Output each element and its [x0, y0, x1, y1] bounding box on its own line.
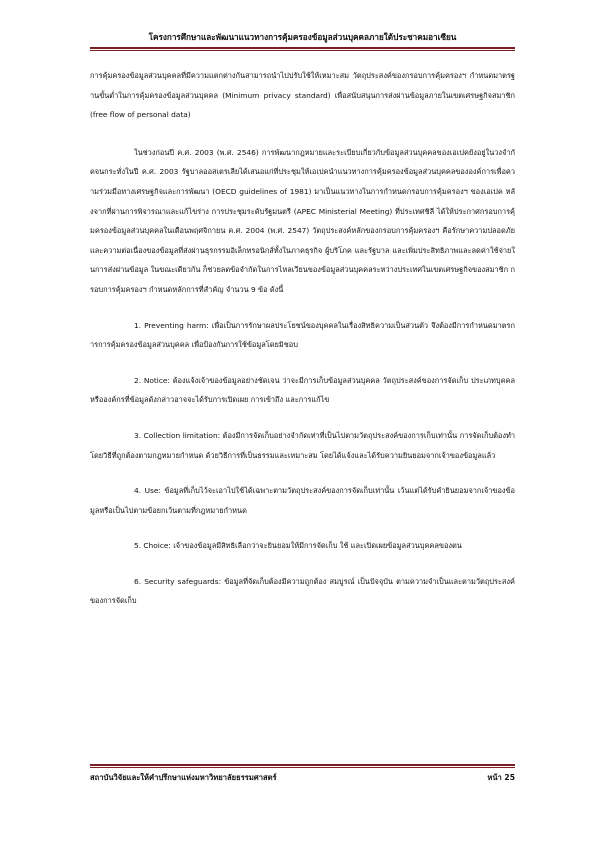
- body-paragraph-history: ในช่วงก่อนปี ค.ศ. 2003 (พ.ศ. 2546) การพัฒนากฎหมายและระเบียบเกี่ยวกับข้อมูลส่วนบุคคลของเอเปคยังอยู่ในวงจำกัดจนกระทั่งในปี ค.ศ. 2003 รัฐบาลออสเตรเลียได้เสนอแก่ที่ประชุมให้เอเปคนำแนวทางการคุ้มครองข้อมูลส่วนบุคคลขององค์การเพื่อความร่วมมือทางเศรษฐกิจและการพัฒนา (OECD guidelines of 1981) มาเป็นแนวทางในการกำหนดกรอบการคุ้มครองฯ ของเอเปค หลังจากที่ผ่านการพิจารณาและแก้ไขร่าง การประชุมระดับรัฐมนตรี (APEC Ministerial Meeting) ที่ประเทศชิลี ได้ให้ประกาศกรอบการคุ้มครองข้อมูลส่วนบุคคลในเดือนพฤศจิกายน ค.ศ. 2004 (พ.ศ. 2547) วัตถุประสงค์หลักของกรอบการคุ้มครองฯ คือรักษาความปลอดภัยและความต่อเนื่องของข้อมูลที่ส่งผ่านธุรกรรมอิเล็กทรอนิกส์ทั้งในภาคธุรกิจ ผู้บริโภค และรัฐบาล และเพิ่มประสิทธิภาพและลดค่าใช้จ่ายในการส่งผ่านข้อมูล ในขณะเดียวกัน ก็ช่วยลดข้อจำกัดในการไหลเวียนของข้อมูลส่วนบุคคลระหว่างประเทศในเขตเศรษฐกิจของสมาชิก กรอบการคุ้มครองฯ กำหนดหลักการที่สำคัญ จำนวน 9 ข้อ ดังนี้: [90, 147, 515, 294]
- principle-use: 4. Use: ข้อมูลที่เก็บไว้จะเอาไปใช้ได้เฉพาะตามวัตถุประสงค์ของการจัดเก็บเท่านั้น เว้นแต่ได้รับคำยินยอมจากเจ้าของข้อมูลหรือเป็นไปตามข้อยกเว้นตามที่กฎหมายกำหนด: [90, 486, 515, 515]
- running-header-title: โครงการศึกษาและพัฒนาแนวทางการคุ้มครองข้อมูลส่วนบุคคลภายใต้ประชาคมอาเซียน: [148, 32, 457, 42]
- footer-institution: สถาบันวิจัยและให้คำปรึกษาแห่งมหาวิทยาลัยธรรมศาสตร์: [90, 773, 277, 782]
- principle-preventing-harm: 1. Preventing harm: เพื่อเป็นการรักษาผลประโยชน์ของบุคคลในเรื่องสิทธิความเป็นส่วนตัว จึงต้องมีการกำหนดมาตรการการคุ้มครองข้อมูลส่วนบุคคล เพื่อป้องกันการใช้ข้อมูลโดยมิชอบ: [90, 320, 515, 350]
- footer-rule-thick: [90, 764, 515, 766]
- principle-security-safeguards: 6. Security safeguards: ข้อมูลที่จัดเก็บต้องมีความถูกต้อง สมบูรณ์ เป็นปัจจุบัน ตามความจำเป็นและตามวัตถุประสงค์ของการจัดเก็บ: [90, 576, 515, 606]
- body-paragraph-intro: การคุ้มครองข้อมูลส่วนบุคคลที่มีความแตกต่างกันสามารถนำไปปรับใช้ให้เหมาะสม วัตถุประสงค์ของกรอบการคุ้มครองฯ กำหนดมาตรฐานขั้นต่ำในการคุ้มครองข้อมูลส่วนบุคคล (Minimum privacy standard) เพื่อสนับสนุนการส่งผ่านข้อมูลภายในเขตเศรษฐกิจสมาชิก (free flow of personal data): [90, 71, 515, 120]
- principle-choice: 5. Choice: เจ้าของข้อมูลมีสิทธิเลือกว่าจะยินยอมให้มีการจัดเก็บ ใช้ และเปิดเผยข้อมูลส่วนบุคคลของตน: [134, 541, 462, 551]
- principle-collection-limitation: 3. Collection limitation: ต้องมีการจัดเก็บอย่างจำกัดเท่าที่เป็นไปตามวัตถุประสงค์ของการเก็บเท่านั้น การจัดเก็บต้องทำโดยวิธีที่ถูกต้องตามกฎหมายกำหนด ด้วยวิธีการที่เป็นธรรมและเหมาะสม โดยได้แจ้งและได้รับความยินยอมจากเจ้าของข้อมูลแล้ว: [90, 430, 515, 460]
- page-body: [90, 66, 515, 627]
- header-rule-thick: [90, 47, 515, 49]
- page-number: หน้า 25: [487, 773, 515, 782]
- footer-rule-thin: [90, 767, 515, 768]
- header-rule-thin: [90, 50, 515, 51]
- principle-notice: 2. Notice: ต้องแจ้งเจ้าของข้อมูลอย่างชัดเจน ว่าจะมีการเก็บข้อมูลส่วนบุคคล วัตถุประสงค์ของการจัดเก็บ ประเภทบุคคลหรือองค์กรที่ข้อมูลดังกล่าวอาจจะได้รับการเปิดเผย การเข้าถึง และการแก้ไข: [90, 375, 515, 405]
